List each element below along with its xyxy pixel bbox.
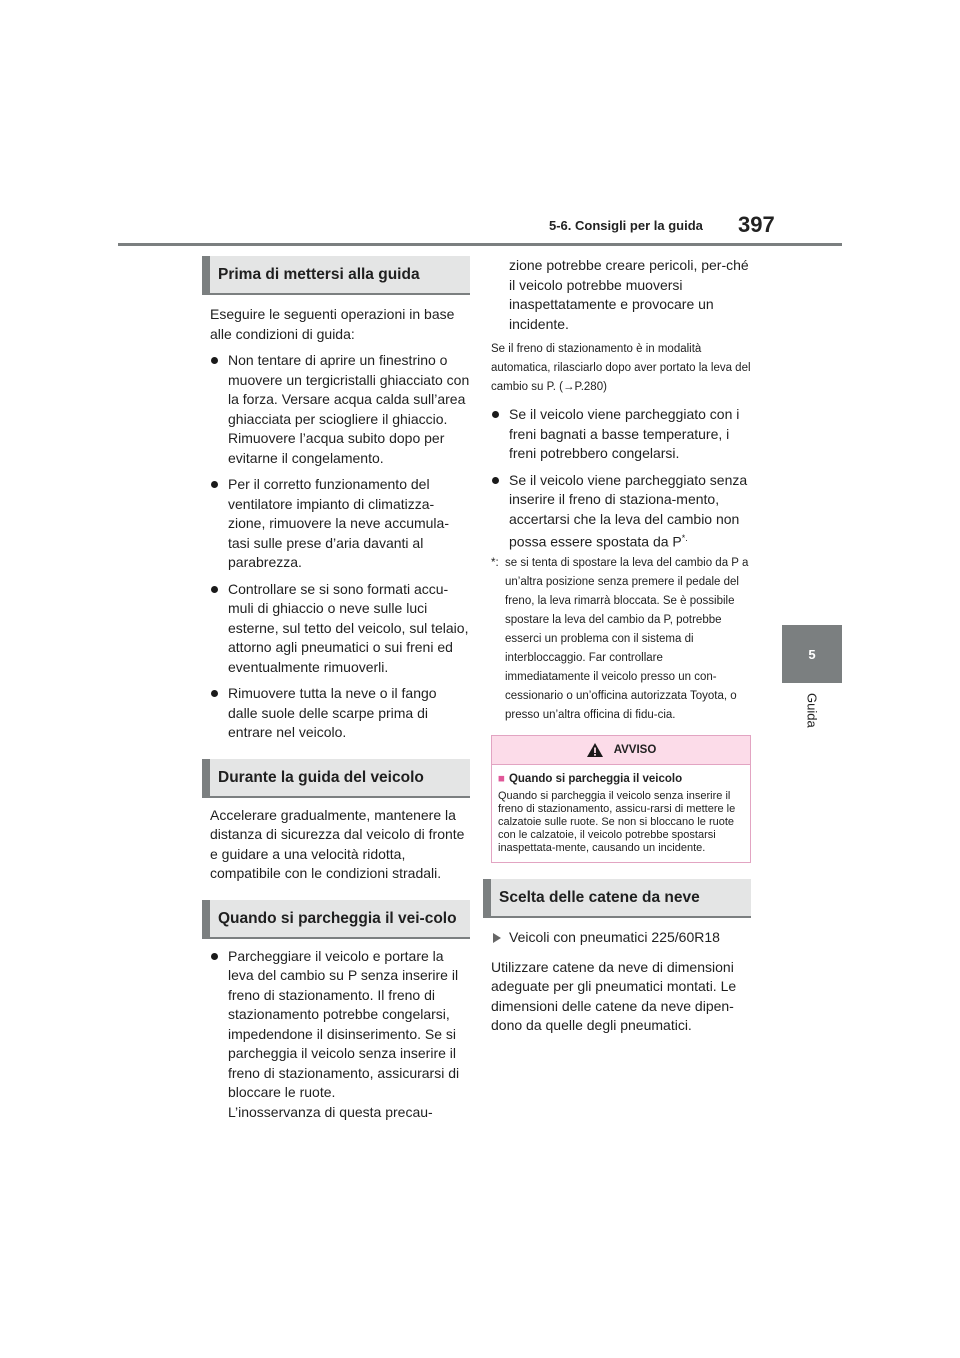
heading-before-driving: Prima di mettersi alla guida [202,256,470,295]
list-item: Non tentare di aprire un finestrino o muovere un tergicristalli ghiacciato con la forza. Versare acqua calda sull’area ghiacciata per sciogliere il ghiaccio. Rimuovere l’acqua subito dopo per evitarne il congelamento. [210,351,470,468]
list-item: Parcheggiare il veicolo e portare la leva del cambio su P senza inserire il freno di stazionamento. Il freno di stazionamento potrebbe congelarsi, impedendone il disinserimento. Se si parcheggia il veicolo senza inserire il freno di stazionamento, assicurarsi di bloccare le ruote. [210,947,470,1103]
page-number: 397 [738,212,775,237]
before-driving-intro: Eseguire le seguenti operazioni in base alle condizioni di guida: [210,306,455,342]
section-title: 5-6. Consigli per la guida [549,218,703,233]
heading-snow-chains: Scelta delle catene da neve [483,879,751,918]
warning-title: AVVISO [492,736,750,765]
list-item: Se il veicolo viene parcheggiato senza inserire il freno di staziona-mento, accertarsi che la leva del cambio non possa essere spostata da P*. [491,471,751,553]
chapter-label: Guida [804,693,820,728]
warning-text: Quando si parcheggia il veicolo senza inserire il freno di stazionamento, assicu-rarsi di mettere le calzatoie sulle ruote. Se non si bloccano le ruote con le calzatoie, il veicolo potrebbe spostarsi inaspettata-mente, causando un incidente. [498,790,736,855]
warning-box [491,735,751,863]
left-column [210,256,470,1122]
warning-subtitle: ■ Quando si parcheggia il veicolo [498,773,683,786]
before-driving-list [210,351,470,743]
parking-list-left [210,947,470,1123]
list-item: Controllare se si sono formati accu-muli di ghiaccio o neve sulle luci esterne, sul tetto del veicolo, sul telaio, attorno agli pneumatici o sui freni ed eventualmente rimuoverli. [210,580,470,678]
chapter-number: 5 [808,646,816,662]
while-driving-text: Accelerare gradualmente, mantenere la distanza di sicurezza dal veicolo di fronte e guidare a una velocità ridotta, compatibile con le condizioni stradali. [210,806,465,881]
parking-list-right-2 [491,405,751,552]
footnote-mark: *: [491,557,499,570]
parking-note: Se il freno di stazionamento è in modalità automatica, rilasciarlo dopo aver portato la leva del cambio su P. (→P.280) [491,343,751,393]
list-item-continued: L’inosservanza di questa precau- [228,1103,433,1120]
snow-chains-item: Veicoli con pneumatici 225/60R18 [491,928,751,948]
list-item: Rimuovere tutta la neve o il fango dalle suole delle scarpe prima di entrare nel veicolo. [210,684,470,743]
parking-list-right [491,256,751,334]
snow-chains-text: Utilizzare catene da neve di dimensioni adeguate per gli pneumatici montati. Le dimensioni delle catene da neve dipen-dono da quelle degli pneumatici. [491,958,737,1034]
heading-parking: Quando si parcheggia il vei-colo [202,900,470,939]
chapter-tab[interactable] [782,625,842,683]
right-column [491,256,751,1036]
list-item-continued: zione potrebbe creare pericoli, per-ché il veicolo potrebbe muoversi inaspettatamente e provocare un incidente. [509,257,749,332]
footnote: *: se si tenta di spostare la leva del cambio da P a un’altra posizione senza premere il pedale del freno, la leva rimarrà bloccata. Se è possibile spostare la leva del cambio da P, potrebbe esserci un problema con il sistema di interbloccaggio. Far controllare immediatamente il veicolo presso un con-cessionario o un’officina autorizzata Toyota, o presso un’altra officina di fidu-cia. [491,554,751,725]
list-item: Se il veicolo viene parcheggiato con i freni bagnati a basse temperature, i freni potrebbero congelarsi. [491,405,751,464]
warning-triangle-icon [586,742,604,758]
list-item: Per il corretto funzionamento del ventilatore impianto di climatizza-zione, rimuovere la neve accumula-tasi sulle prese d’aria davanti al parabrezza. [210,475,470,573]
heading-while-driving: Durante la guida del veicolo [202,759,470,798]
header-divider [118,243,842,246]
square-bullet-icon: ■ [498,773,505,786]
